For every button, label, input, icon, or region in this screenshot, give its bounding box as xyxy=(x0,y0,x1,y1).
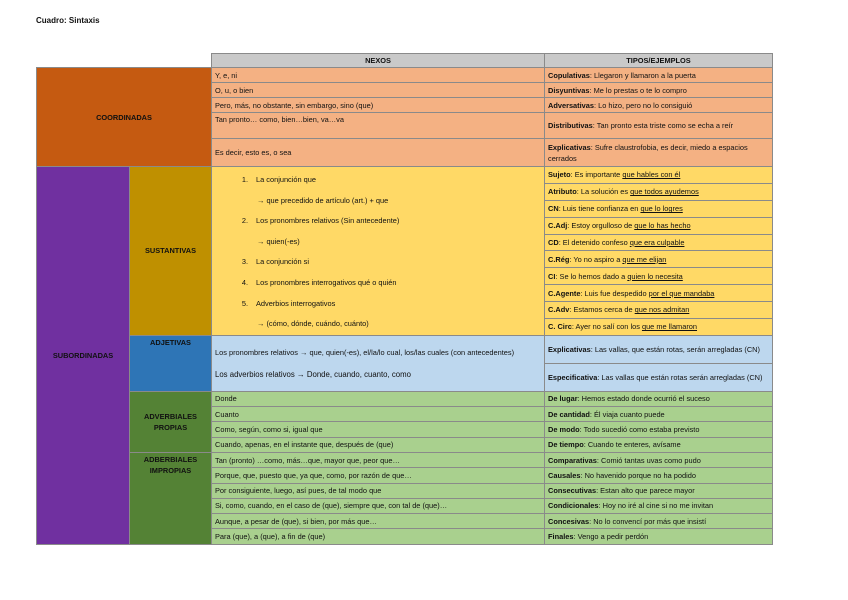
tipo-cell: De cantidad: Él viaja cuanto puede xyxy=(545,407,773,422)
tipo-cell: Condicionales: Hoy no iré al cine si no me invitan xyxy=(545,498,773,513)
nexo-list-item: 5. Adverbios interrogativos xyxy=(241,298,336,308)
tipo-cell: C.Adv: Estamos cerca de que nos admitan xyxy=(545,302,773,319)
tipo-cell: Explicativas: Sufre claustrofobia, es decir, miedo a espacios cerrados xyxy=(545,139,773,167)
tipo-cell: Concesivas: No lo convencí por más que insistí xyxy=(545,514,773,529)
nexo-cell: Para (que), a (que), a fin de (que) xyxy=(212,529,545,544)
tipo-cell: C.Rég: Yo no aspiro a que me elijan xyxy=(545,251,773,268)
category-adjetivas: ADJETIVAS xyxy=(130,335,212,391)
tipo-cell: De tiempo: Cuando te enteres, avísame xyxy=(545,437,773,452)
tipo-cell: CD: El detenido confeso que era culpable xyxy=(545,234,773,251)
tipo-cell: CI: Se lo hemos dado a quien lo necesita xyxy=(545,268,773,285)
tipo-cell: De lugar: Hemos estado donde ocurrió el suceso xyxy=(545,391,773,406)
syntax-table xyxy=(36,53,773,545)
tipo-cell: Sujeto: Es importante que hables con él xyxy=(545,167,773,184)
header-nexos: NEXOS xyxy=(212,54,545,68)
tipo-cell: C. Circ: Ayer no salí con los que me llamaron xyxy=(545,318,773,335)
nexo-cell: Donde xyxy=(212,391,545,406)
nexo-cell: Es decir, esto es, o sea xyxy=(212,139,545,167)
tipo-cell: Finales: Vengo a pedir perdón xyxy=(545,529,773,544)
nexo-list-item: 2. Los pronombres relativos (Sin antecedente) xyxy=(241,216,400,226)
tipo-cell: Copulativas: Llegaron y llamaron a la puerta xyxy=(545,68,773,83)
sustantivas-nexos xyxy=(212,167,545,336)
adjetivas-nexos xyxy=(212,335,545,391)
tipo-cell: Atributo: La solución es que todos ayudemos xyxy=(545,183,773,200)
tipo-cell: C.Agente: Luis fue despedido por el que mandaba xyxy=(545,285,773,302)
category-adverbiales-impropias: ADBERBIALES IMPROPIAS xyxy=(130,452,212,544)
category-adverbiales-propias: ADVERBIALES PROPIAS xyxy=(130,391,212,452)
adjetivas-nexo-adverbios: Los adverbios relativos → Donde, cuando, cuanto, como xyxy=(215,369,411,379)
category-subordinadas: SUBORDINADAS xyxy=(37,167,130,545)
tipo-cell: Causales: No havenido porque no ha podido xyxy=(545,468,773,483)
nexo-list-item: → que precedido de artículo (art.) + que xyxy=(257,195,389,205)
tipo-cell: Distributivas: Tan pronto esta triste como se echa a reír xyxy=(545,113,773,139)
nexo-cell: Cuanto xyxy=(212,407,545,422)
nexo-list-item: → (cómo, dónde, cuándo, cuánto) xyxy=(257,319,369,329)
nexo-cell: Si, como, cuando, en el caso de (que), siempre que, con tal de (que)… xyxy=(212,498,545,513)
category-coordinadas: COORDINADAS xyxy=(37,68,212,167)
nexo-cell: Cuando, apenas, en el instante que, después de (que) xyxy=(212,437,545,452)
tipo-cell: Explicativas: Las vallas, que están rotas, serán arregladas (CN) xyxy=(545,335,773,363)
nexo-list-item: 1. La conjunción que xyxy=(241,175,316,184)
category-sustantivas: SUSTANTIVAS xyxy=(130,167,212,336)
tipo-cell: Adversativas: Lo hizo, pero no lo consiguió xyxy=(545,98,773,113)
nexo-cell: Porque, que, puesto que, ya que, como, por razón de que… xyxy=(212,468,545,483)
nexo-list-item: 4. Los pronombres interrogativos qué o quién xyxy=(241,277,397,287)
tipo-cell: Disyuntivas: Me lo prestas o te lo compro xyxy=(545,83,773,98)
tipo-cell: Especificativa: Las vallas que están rotas serán arregladas (CN) xyxy=(545,363,773,391)
nexo-list-item: 3. La conjunción si xyxy=(241,257,310,267)
adjetivas-nexo-pronombres: Los pronombres relativos → que, quien(-es), el/la/lo cual, los/las cuales (con antecedentes) xyxy=(215,347,515,357)
nexo-cell: O, u, o bien xyxy=(212,83,545,98)
header-tipos: TIPOS/EJEMPLOS xyxy=(545,54,773,68)
tipo-cell: Consecutivas: Estan alto que parece mayor xyxy=(545,483,773,498)
nexo-cell: Tan pronto… como, bien…bien, va…va xyxy=(212,113,545,139)
nexo-cell: Como, según, como si, igual que xyxy=(212,422,545,437)
nexo-cell: Pero, más, no obstante, sin embargo, sino (que) xyxy=(212,98,545,113)
nexo-list-item: → quien(-es) xyxy=(257,236,300,246)
nexo-cell: Por consiguiente, luego, así pues, de tal modo que xyxy=(212,483,545,498)
document-title: Cuadro: Sintaxis xyxy=(36,16,100,25)
tipo-cell: Comparativas: Comió tantas uvas como pudo xyxy=(545,452,773,467)
tipo-cell: CN: Luis tiene confianza en que lo logres xyxy=(545,200,773,217)
nexo-cell: Y, e, ni xyxy=(212,68,545,83)
nexo-cell: Aunque, a pesar de (que), si bien, por más que… xyxy=(212,514,545,529)
tipo-cell: De modo: Todo sucedió como estaba previsto xyxy=(545,422,773,437)
tipo-cell: C.Adj: Estoy orgulloso de que lo has hecho xyxy=(545,217,773,234)
nexo-cell: Tan (pronto) …como, más…que, mayor que, peor que… xyxy=(212,452,545,467)
